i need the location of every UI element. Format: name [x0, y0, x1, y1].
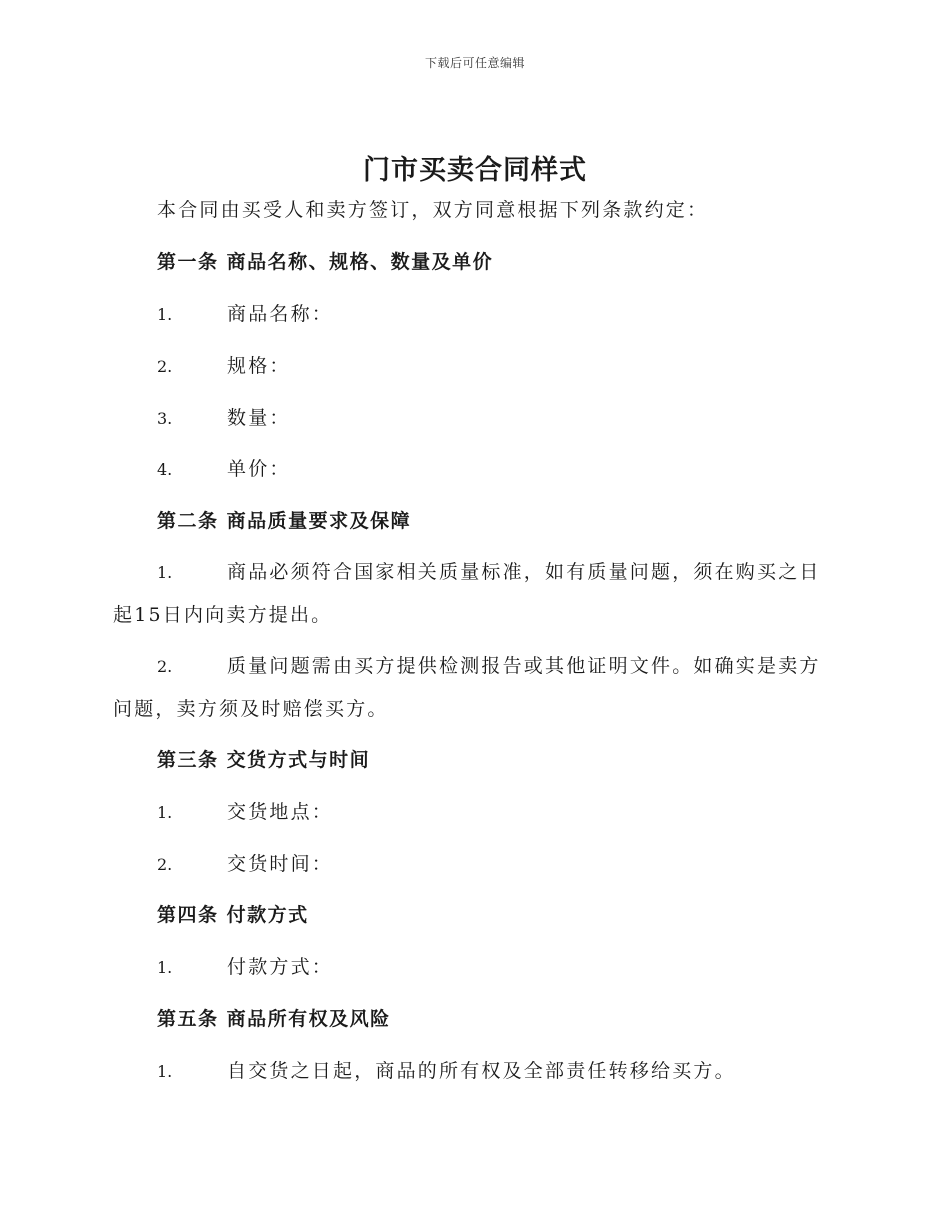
- section-1-item-2: [157, 346, 291, 387]
- item-text: 规格：: [227, 355, 291, 377]
- item-text: 质量问题需由买方提供检测报告或其他证明文件。如确实是卖方: [227, 655, 821, 677]
- item-number: 2.: [157, 357, 173, 376]
- section-2-item-1: [113, 551, 835, 637]
- section-3-item-2: [157, 844, 333, 885]
- section-1-item-3: [157, 398, 291, 439]
- intro-paragraph: 本合同由买受人和卖方签订，双方同意根据下列条款约定：: [157, 199, 709, 221]
- item-continuation: 问题，卖方须及时赔偿买方。: [113, 698, 389, 720]
- section-4-heading: 第四条 付款方式: [157, 904, 309, 926]
- item-text: 交货地点：: [227, 801, 334, 823]
- section-5-item-1: [157, 1051, 736, 1092]
- section-5-heading: 第五条 商品所有权及风险: [157, 1008, 391, 1030]
- item-continuation: 起15日内向卖方提出。: [113, 604, 333, 626]
- section-2-heading: 第二条 商品质量要求及保障: [157, 510, 412, 532]
- item-number: 1.: [157, 1062, 173, 1081]
- header-note: 下载后可任意编辑: [424, 56, 525, 70]
- section-3-item-1: [157, 792, 333, 833]
- item-text: 自交货之日起，商品的所有权及全部责任转移给买方。: [227, 1060, 736, 1082]
- item-number: 1.: [157, 958, 173, 977]
- item-number: 2.: [157, 855, 173, 874]
- item-first-line: [113, 551, 835, 594]
- section-1-item-4: [157, 449, 291, 490]
- item-number: 1.: [157, 803, 173, 822]
- section-4-item-1: [157, 947, 333, 988]
- item-text: 商品名称：: [227, 303, 334, 325]
- item-text: 交货时间：: [227, 853, 334, 875]
- document-title: 门市买卖合同样式: [363, 155, 587, 186]
- item-number: 2.: [157, 657, 173, 676]
- item-text: 商品必须符合国家相关质量标准，如有质量问题，须在购买之日: [227, 561, 821, 583]
- item-number: 1.: [157, 563, 173, 582]
- item-first-line: [113, 645, 835, 688]
- item-text: 单价：: [227, 458, 291, 480]
- item-text: 付款方式：: [227, 956, 334, 978]
- section-2-item-2: [113, 645, 835, 731]
- item-number: 1.: [157, 305, 173, 324]
- item-number: 3.: [157, 409, 173, 428]
- item-number: 4.: [157, 460, 173, 479]
- item-text: 数量：: [227, 407, 291, 429]
- section-1-item-1: [157, 294, 333, 335]
- section-3-heading: 第三条 交货方式与时间: [157, 749, 371, 771]
- section-1-heading: 第一条 商品名称、规格、数量及单价: [157, 251, 494, 273]
